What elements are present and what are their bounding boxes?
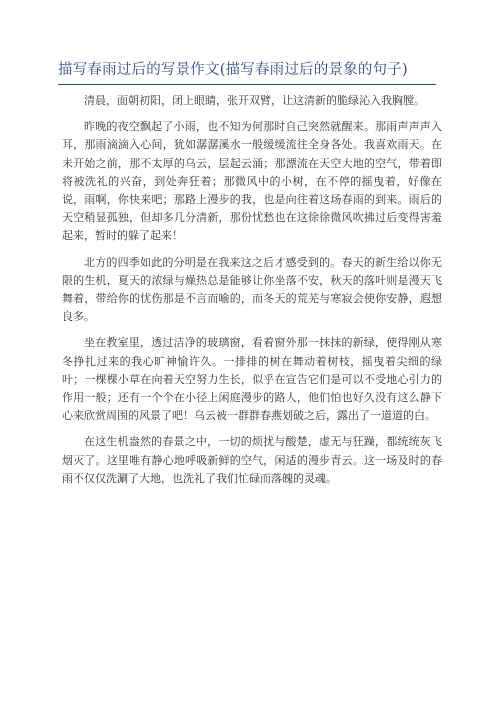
- paragraph-4: 坐在教室里，透过洁净的玻璃窗，看着窗外那一抹抹的新绿，使得刚从寒冬挣扎过来的我心旷神愉许久。一排排的树在舞动着树枝，摇曳着尖细的绿叶；一棵棵小草在向着天空努力生长，似乎在宣告它们是可以不受地心引力的作用一般；还有一个个在小径上闲庭漫步的路人，他们怕也好久没有这么静下心来欣赏周围的风景了吧！乌云被一群群春燕划破之后，露出了一道道的白。: [62, 336, 442, 423]
- paragraph-3: 北方的四季如此的分明是在我来这之后才感受到的。春天的新生给以你无限的生机，夏天的浓绿与燥热总是能够让你坐落不安，秋天的落叶则是漫天飞舞着，带给你的忧伤那是不言而喻的，而冬天的荒芜与寒寂会使你安静，遐想良多。: [62, 255, 442, 324]
- paragraph-2: 昨晚的夜空飘起了小雨，也不知为何那时自己突然就醒来。那雨声声声入耳，那雨滴滴入心间，犹如潺潺溪水一般缓缓流往全身各处。我喜欢雨天。在未开始之前，那不太厚的乌云，层起云涌；那漂流在天空大地的空气，带着即将被洗礼的兴奋，到处奔狂着；那微风中的小树，在不停的摇曳着，好像在说，雨啊，你快来吧；那路上漫步的我，也是向往着这场春雨的到来。雨后的天空稍显孤独，但却多几分清新，那份忧愁也在这徐徐微风吹拂过后变得害羞起来，暂时的躲了起来！: [62, 120, 442, 243]
- title-underline: [58, 84, 436, 85]
- paragraph-1: 清晨，面朝初阳，闭上眼睛，张开双臂，让这清新的脆绿沁入我胸膛。: [84, 94, 425, 107]
- document-body: [62, 92, 442, 496]
- title-block: [58, 60, 438, 90]
- document-title: 描写春雨过后的写景作文(描写春雨过后的景象的句子): [58, 62, 408, 78]
- paragraph-5: 在这生机盎然的春景之中，一切的烦扰与酸楚，虚无与狂躁，都统统灰飞烟灭了。这里唯有静心地呼吸新鲜的空气，闲适的漫步青云。这一场及时的春雨不仅仅洗涮了大地，也洗礼了我们忙碌而落魄的灵魂。: [62, 435, 442, 485]
